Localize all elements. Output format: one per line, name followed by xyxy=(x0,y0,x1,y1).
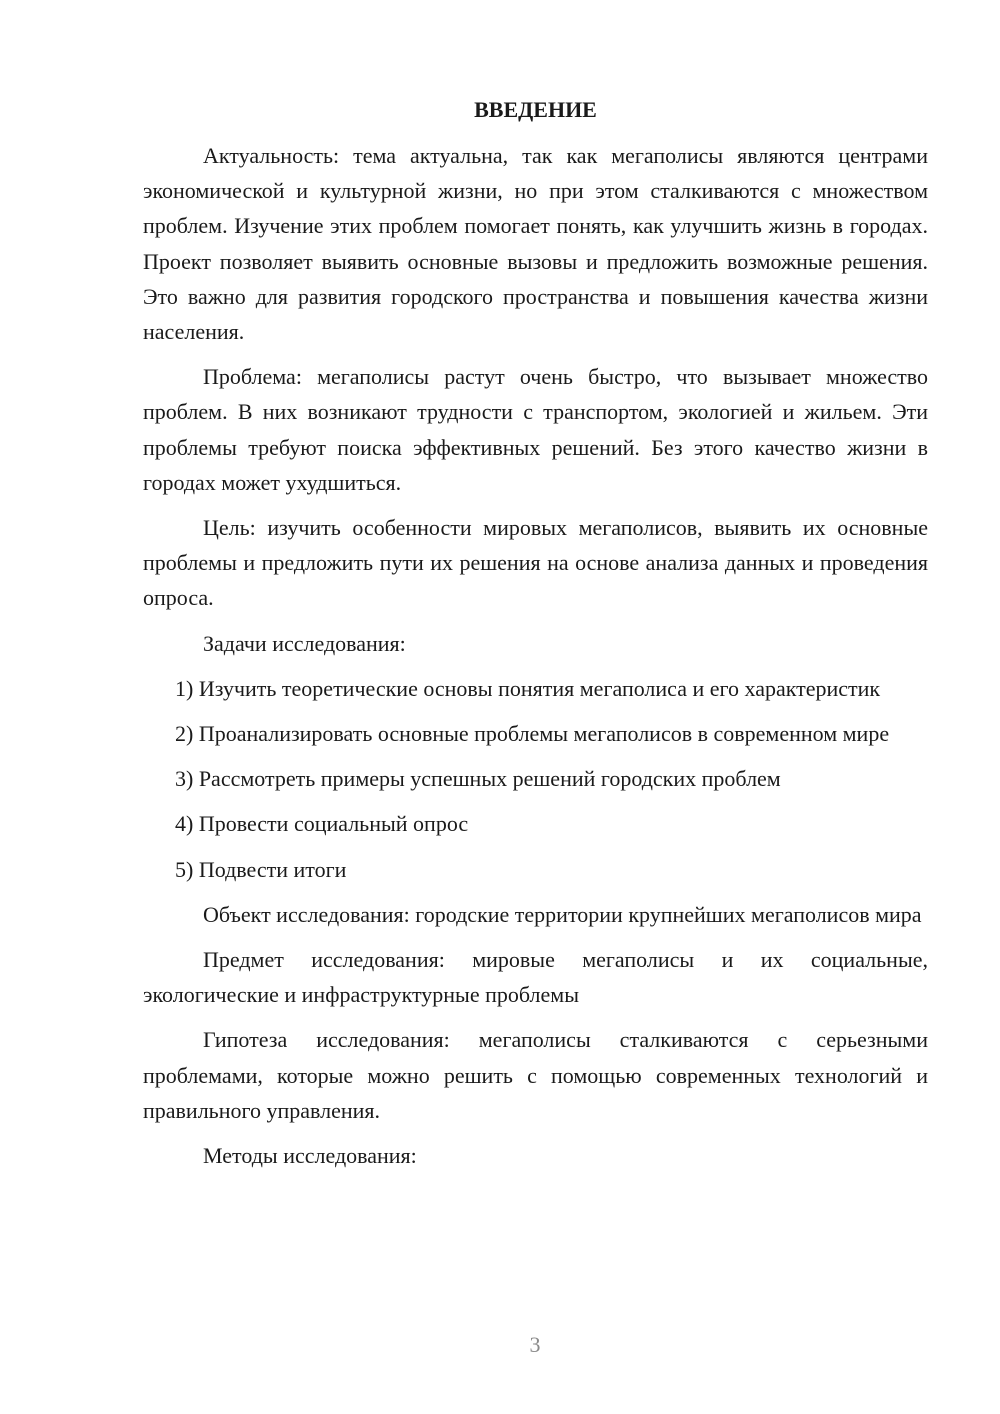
paragraph-goal: Цель: изучить особенности мировых мегаполисов, выявить их основные проблемы и предложить пути их решения на основе анализа данных и проведения опроса. xyxy=(143,515,928,611)
document-page xyxy=(143,92,928,1183)
paragraph-subject: Предмет исследования: мировые мегаполисы и их социальные, экологические и инфраструктурные проблемы xyxy=(143,947,928,1008)
paragraph-object: Объект исследования: городские территории крупнейших мегаполисов мира xyxy=(203,901,922,927)
task-item-2: 2) Проанализировать основные проблемы мегаполисов в современном мире xyxy=(175,721,890,747)
tasks-heading: Задачи исследования: xyxy=(203,630,406,656)
paragraph-relevance: Актуальность: тема актуальна, так как мегаполисы являются центрами экономической и культурной жизни, но при этом сталкиваются с множеством проблем. Изучение этих проблем помогает понять, как улучшить жизнь в городах. Проект позволяет выявить основные вызовы и предложить возможные решения. Это важно для развития городского пространства и повышения качества жизни населения. xyxy=(143,143,928,345)
task-item-1: 1) Изучить теоретические основы понятия мегаполиса и его характеристик xyxy=(175,675,881,701)
paragraph-problem: Проблема: мегаполисы растут очень быстро, что вызывает множество проблем. В них возникают трудности с транспортом, экологией и жильем. Эти проблемы требуют поиска эффективных решений. Без этого качество жизни в городах может ухудшиться. xyxy=(143,364,928,495)
task-item-5: 5) Подвести итоги xyxy=(175,856,347,882)
page-number: 3 xyxy=(529,1332,541,1357)
task-item-3: 3) Рассмотреть примеры успешных решений городских проблем xyxy=(175,766,781,792)
section-heading: ВВЕДЕНИЕ xyxy=(474,97,597,122)
paragraph-hypothesis: Гипотеза исследования: мегаполисы сталкиваются с серьезными проблемами, которые можно решить с помощью современных технологий и правильного управления. xyxy=(143,1027,928,1123)
task-item-4: 4) Провести социальный опрос xyxy=(175,811,469,837)
methods-heading: Методы исследования: xyxy=(203,1143,417,1169)
